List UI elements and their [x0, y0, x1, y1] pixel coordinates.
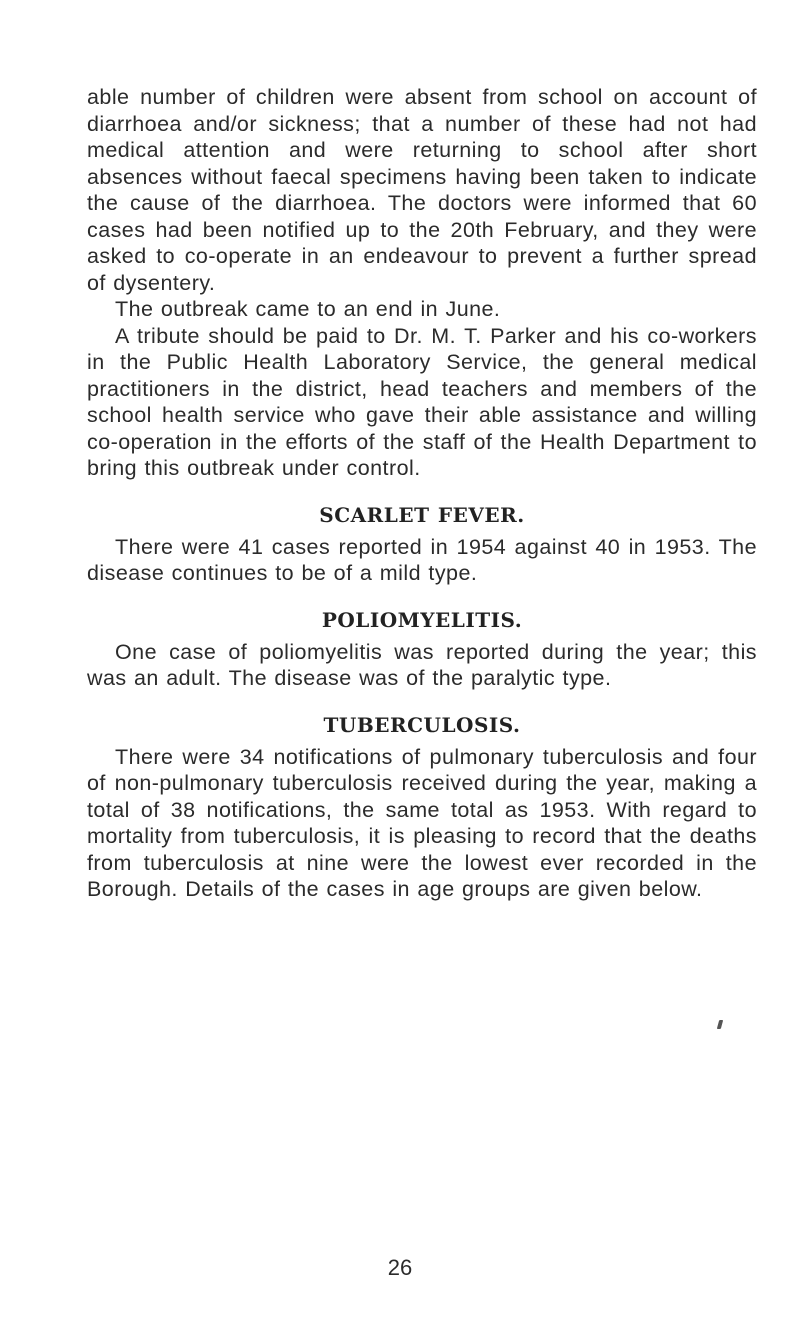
section-body: There were 34 notifications of pulmonary tuberculosis and four of non-pulmonary tuberculosis received during the year, making a total of 38 notifications, the same total as 1953. With regard to mortality from tuberculosis, it is pleasing to record that the deaths from tuberculosis at nine were the lowest ever recorded in the Borough. Details of the cases in age groups are given below.: [87, 744, 757, 901]
tribute-paragraph: A tribute should be paid to Dr. M. T. Parker and his co-workers in the Public Health Laboratory Service, the general medical practitioners in the district, head teachers and members of the school health service who gave their able assistance and willing co-operation in the efforts of the staff of the Health Department to bring this outbreak under control.: [87, 323, 757, 480]
section-tuberculosis: [87, 712, 757, 903]
document-page: [87, 84, 757, 903]
intro-paragraph: able number of children were absent from school on account of diarrhoea and/or sickness; that a number of these had not had medical attention and were returning to school after short absences without faecal specimens having been taken to indicate the cause of the diarrhoea. The doctors were informed that 60 cases had been notified up to the 20th February, and they were asked to co-operate in an endeavour to prevent a further spread of dysentery.: [87, 85, 757, 295]
section-heading: POLIOMYELITIS.: [321, 607, 523, 632]
section-scarlet-fever: [87, 502, 757, 587]
outbreak-paragraph: The outbreak came to an end in June.: [115, 297, 501, 321]
print-speck: [717, 1020, 723, 1029]
section-poliomyelitis: [87, 607, 757, 692]
section-body: One case of poliomyelitis was reported during the year; this was an adult. The disease was of the paralytic type.: [87, 639, 757, 690]
page-number: 26: [387, 1255, 413, 1280]
section-heading: TUBERCULOSIS.: [323, 712, 521, 737]
section-heading: SCARLET FEVER.: [319, 502, 525, 527]
section-body: There were 41 cases reported in 1954 against 40 in 1953. The disease continues to be of a mild type.: [87, 534, 757, 585]
